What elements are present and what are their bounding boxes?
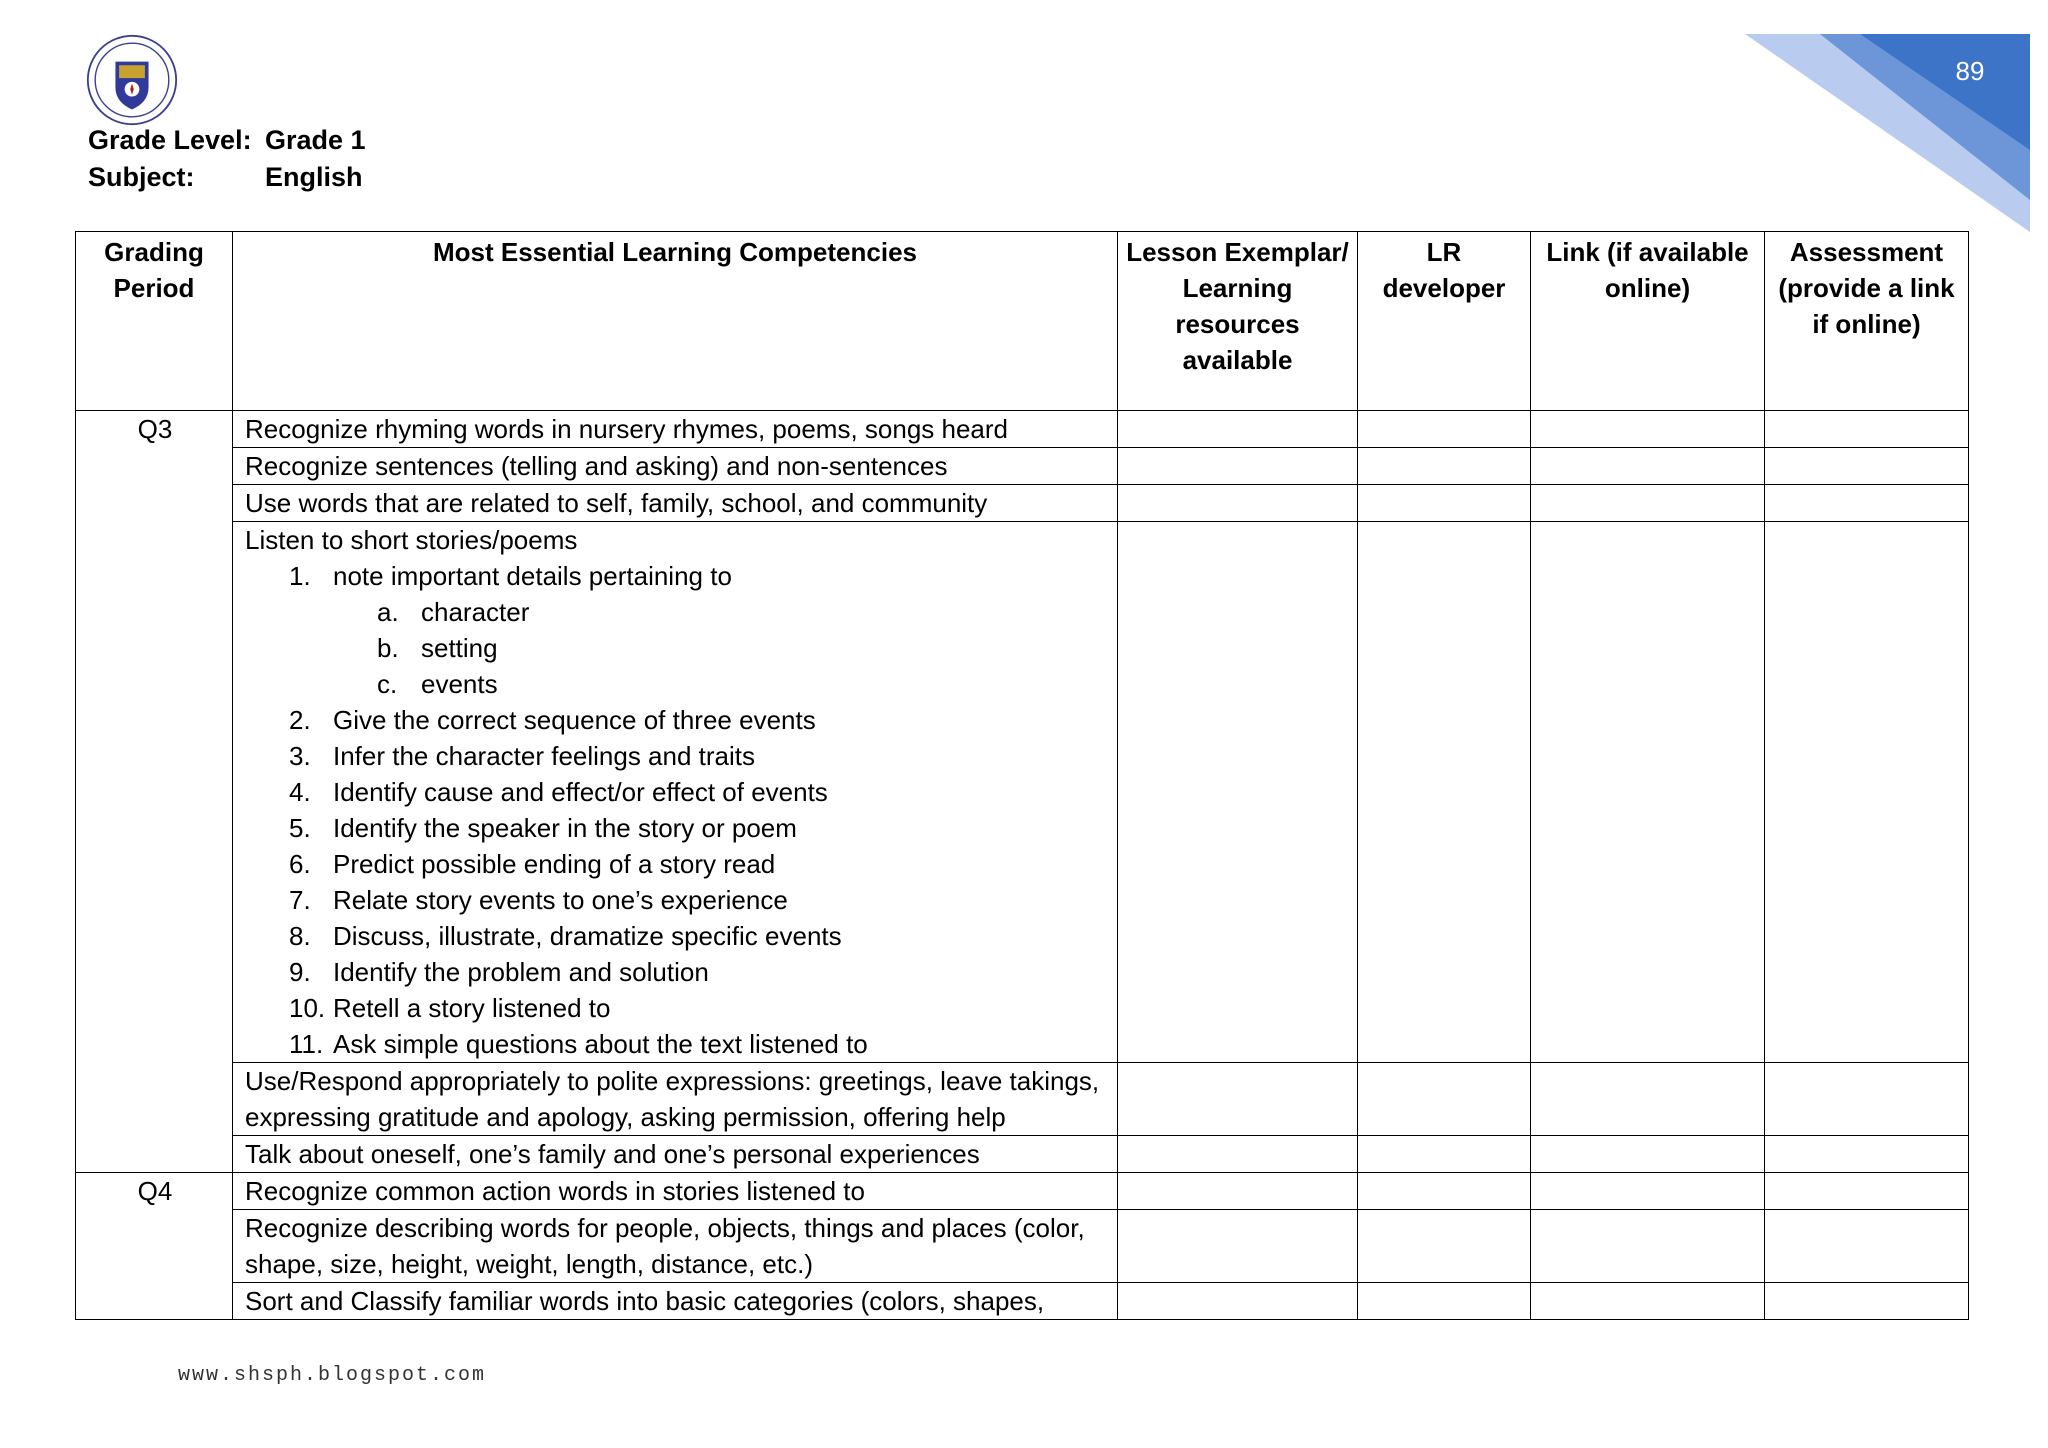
list-item-text: Identify the problem and solution [333, 957, 709, 987]
header-competencies: Most Essential Learning Competencies [233, 232, 1118, 411]
grading-period-q4: Q4 [76, 1173, 233, 1320]
empty-cell [1118, 485, 1358, 522]
table-row [76, 1136, 1969, 1173]
document-meta [88, 122, 366, 196]
empty-cell [1765, 1283, 1969, 1320]
empty-cell [1118, 1173, 1358, 1210]
table-header-row [76, 232, 1969, 411]
list-item-text: note important details pertaining to [333, 561, 732, 591]
list-marker: 7. [289, 885, 311, 915]
table-row [76, 448, 1969, 485]
empty-cell [1531, 485, 1765, 522]
empty-cell [1358, 411, 1531, 448]
list-marker: 10. [289, 993, 326, 1023]
empty-cell [1765, 411, 1969, 448]
subject-value: English [265, 162, 363, 192]
grading-period-q3: Q3 [76, 411, 233, 1173]
list-item-text: events [421, 669, 498, 699]
list-item-text: Give the correct sequence of three events [333, 705, 816, 735]
competency-cell-listening [233, 522, 1118, 1063]
competency-cell: Use words that are related to self, family, school, and community [233, 485, 1118, 522]
empty-cell [1118, 411, 1358, 448]
list-item [377, 666, 1107, 702]
list-marker: c. [377, 669, 398, 699]
header-lr-developer: LR developer [1358, 232, 1531, 411]
list-item-text: Identify the speaker in the story or poem [333, 813, 797, 843]
list-item [289, 990, 1107, 1026]
list-item [289, 738, 1107, 774]
empty-cell [1765, 485, 1969, 522]
competency-cell: Sort and Classify familiar words into basic categories (colors, shapes, [233, 1283, 1118, 1320]
table-row [76, 1210, 1969, 1283]
empty-cell [1531, 522, 1765, 1063]
empty-cell [1358, 522, 1531, 1063]
empty-cell [1118, 1136, 1358, 1173]
list-marker: 1. [289, 561, 311, 591]
list-marker: 8. [289, 921, 311, 951]
empty-cell [1358, 1283, 1531, 1320]
grade-level-value: Grade 1 [265, 125, 366, 155]
empty-cell [1765, 1173, 1969, 1210]
empty-cell [1531, 1063, 1765, 1136]
list-item-text: character [421, 597, 530, 627]
empty-cell [1765, 522, 1969, 1063]
empty-cell [1118, 1063, 1358, 1136]
empty-cell [1531, 1136, 1765, 1173]
empty-cell [1358, 485, 1531, 522]
footer-url: www.shsph.blogspot.com [178, 1364, 487, 1387]
deped-seal-logo [86, 34, 178, 126]
list-marker: 6. [289, 849, 311, 879]
listening-intro: Listen to short stories/poems [245, 525, 578, 555]
empty-cell [1358, 1063, 1531, 1136]
table-row [76, 485, 1969, 522]
listening-list [245, 558, 1107, 594]
list-item-text: Ask simple questions about the text listened to [333, 1029, 868, 1059]
list-marker: 4. [289, 777, 311, 807]
competencies-table [75, 231, 1969, 1320]
header-grading-period: Grading Period [76, 232, 233, 411]
table-row [76, 1063, 1969, 1136]
empty-cell [1531, 1283, 1765, 1320]
listening-list-continued [245, 702, 1107, 1062]
competency-cell: Use/Respond appropriately to polite expressions: greetings, leave takings, expressing gratitude and apology, asking permission, offering help [233, 1063, 1118, 1136]
empty-cell [1765, 448, 1969, 485]
empty-cell [1358, 1173, 1531, 1210]
list-item-text: Infer the character feelings and traits [333, 741, 756, 771]
empty-cell [1531, 411, 1765, 448]
list-item [377, 630, 1107, 666]
table-row [76, 1173, 1969, 1210]
list-marker: 9. [289, 957, 311, 987]
competency-cell: Recognize common action words in stories listened to [233, 1173, 1118, 1210]
list-item [289, 558, 1107, 594]
list-item [377, 594, 1107, 630]
list-marker: b. [377, 633, 399, 663]
list-item-text: Discuss, illustrate, dramatize specific events [333, 921, 842, 951]
competency-cell: Recognize sentences (telling and asking) and non-sentences [233, 448, 1118, 485]
empty-cell [1118, 1210, 1358, 1283]
empty-cell [1765, 1136, 1969, 1173]
header-assessment: Assessment (provide a link if online) [1765, 232, 1969, 411]
list-item [289, 810, 1107, 846]
empty-cell [1358, 1210, 1531, 1283]
empty-cell [1118, 448, 1358, 485]
corner-triangle-decoration [0, 0, 2048, 240]
list-marker: a. [377, 597, 399, 627]
table-row [76, 1283, 1969, 1320]
list-item [289, 774, 1107, 810]
list-marker: 3. [289, 741, 311, 771]
table-row [76, 411, 1969, 448]
page-number: 89 [1955, 56, 1985, 86]
empty-cell [1118, 522, 1358, 1063]
list-item [289, 1026, 1107, 1062]
list-item [289, 702, 1107, 738]
competency-cell: Recognize rhyming words in nursery rhymes, poems, songs heard [233, 411, 1118, 448]
list-item-text: Predict possible ending of a story read [333, 849, 776, 879]
empty-cell [1118, 1283, 1358, 1320]
subject-label: Subject: [88, 162, 195, 192]
header-lesson-exemplar: Lesson Exemplar/ Learning resources available [1118, 232, 1358, 411]
list-item [289, 918, 1107, 954]
list-item-text: setting [421, 633, 498, 663]
empty-cell [1531, 1210, 1765, 1283]
list-item-text: Relate story events to one’s experience [333, 885, 788, 915]
competency-cell: Recognize describing words for people, objects, things and places (color, shape, size, height, weight, length, distance, etc.) [233, 1210, 1118, 1283]
list-marker: 5. [289, 813, 311, 843]
table-row [76, 522, 1969, 1063]
list-item-text: Identify cause and effect/or effect of events [333, 777, 828, 807]
empty-cell [1765, 1063, 1969, 1136]
empty-cell [1358, 1136, 1531, 1173]
list-item [289, 882, 1107, 918]
list-marker: 11. [289, 1029, 324, 1059]
list-item-text: Retell a story listened to [333, 993, 611, 1023]
empty-cell [1765, 1210, 1969, 1283]
list-item [289, 954, 1107, 990]
list-marker: 2. [289, 705, 311, 735]
grade-level-label: Grade Level: [88, 125, 252, 155]
listening-sublist [245, 594, 1107, 702]
empty-cell [1531, 1173, 1765, 1210]
empty-cell [1531, 448, 1765, 485]
empty-cell [1358, 448, 1531, 485]
competency-cell: Talk about oneself, one’s family and one’s personal experiences [233, 1136, 1118, 1173]
header-link: Link (if available online) [1531, 232, 1765, 411]
list-item [289, 846, 1107, 882]
